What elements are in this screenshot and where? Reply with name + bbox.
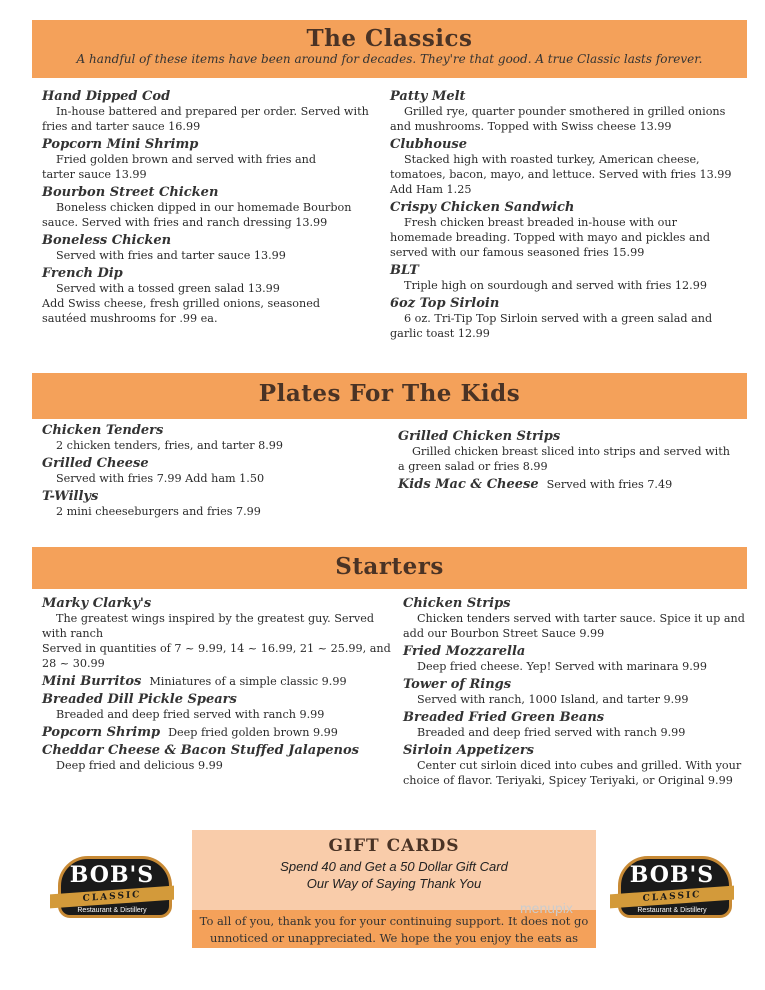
menu-item-name: Kids Mac & Cheese <box>398 477 539 492</box>
menu-item-description: Deep fried cheese. Yep! Served with marinara 9.99 <box>417 660 708 673</box>
menu-item <box>42 596 392 671</box>
kids-title: Plates For The Kids <box>258 380 521 407</box>
bobs-classic-logo-right <box>612 852 732 924</box>
menu-item-description: homemade breading. Topped with mayo and pickles and <box>390 231 711 244</box>
menu-item-description: Served with fries 7.99 Add ham 1.50 <box>56 472 265 485</box>
menu-item-description: choice of flavor. Teriyaki, Spicey Teriyaki, or Original 9.99 <box>403 774 733 787</box>
menu-item-description: a green salad or fries 8.99 <box>398 460 548 473</box>
menu-item-description: In-house battered and prepared per order. Served with <box>56 105 369 118</box>
menu-item <box>403 644 748 674</box>
starters-right-column <box>403 596 748 791</box>
menu-item-description: and mushrooms. Topped with Swiss cheese 13.99 <box>390 120 672 133</box>
menu-item <box>403 743 748 788</box>
menu-item-description: Breaded and deep fried served with ranch 9.99 <box>56 708 325 721</box>
starters-title: Starters <box>335 553 444 580</box>
menu-item-description: tomatoes, bacon, mayo, and lettuce. Served with fries 13.99 <box>390 168 732 181</box>
menu-item-name: Hand Dipped Cod <box>42 89 171 104</box>
menu-item-name: T-Willys <box>42 489 99 504</box>
classics-header <box>32 20 747 78</box>
logo-subtitle: Restaurant & Distillery <box>637 907 707 914</box>
menu-item-name: Grilled Cheese <box>42 456 149 471</box>
menu-item-description: fries and tarter sauce 16.99 <box>42 120 201 133</box>
menu-item <box>42 674 392 689</box>
kids-header <box>32 373 747 419</box>
menu-item-description: 28 ~ 30.99 <box>42 657 105 670</box>
menu-item-name: Patty Melt <box>390 89 466 104</box>
menu-item-description: Grilled chicken breast sliced into strips and served with <box>412 445 730 458</box>
logo-subtitle: Restaurant & Distillery <box>77 907 147 914</box>
logo-name: BOB'S <box>629 862 715 888</box>
menu-item-description: Served with ranch, 1000 Island, and tarter 9.99 <box>417 693 689 706</box>
menu-item-description: Stacked high with roasted turkey, American cheese, <box>404 153 700 166</box>
starters-left-column <box>42 596 392 776</box>
menu-item-name: Chicken Strips <box>403 596 511 611</box>
menu-item-description: with ranch <box>42 627 104 640</box>
menu-item-description: 2 chicken tenders, fries, and tarter 8.99 <box>56 439 284 452</box>
thank-you-line-2: unnoticed or unappreciated. We hope the you enjoy the eats as <box>210 931 578 945</box>
menu-item <box>42 692 392 722</box>
menu-item-description: sauce. Served with fries and ranch dressing 13.99 <box>42 216 328 229</box>
menu-item <box>42 185 382 230</box>
menu-item <box>42 725 392 740</box>
menu-item-name: Boneless Chicken <box>42 233 172 248</box>
bobs-classic-logo-left <box>52 852 172 924</box>
menu-item-description: Add Swiss cheese, fresh grilled onions, seasoned <box>42 297 321 310</box>
menu-item-description: Add Ham 1.25 <box>390 183 472 196</box>
menu-item-description: 6 oz. Tri-Tip Top Sirloin served with a green salad and <box>404 312 713 325</box>
menu-item-description: Fresh chicken breast breaded in-house with our <box>404 216 677 229</box>
menu-item-name: Mini Burritos <box>42 674 142 689</box>
menu-item <box>390 137 740 197</box>
menu-item-description: garlic toast 12.99 <box>390 327 490 340</box>
menu-item-name: Bourbon Street Chicken <box>42 185 219 200</box>
starters-header <box>32 547 747 589</box>
menu-item <box>42 489 382 519</box>
menu-item-description: Served in quantities of 7 ~ 9.99, 14 ~ 16.99, 21 ~ 25.99, and <box>42 642 391 655</box>
menu-item <box>403 710 748 740</box>
menu-item <box>42 89 382 134</box>
menu-item <box>42 266 382 326</box>
menu-item-description: Grilled rye, quarter pounder smothered in grilled onions <box>404 105 726 118</box>
menu-item-description: Served with fries and tarter sauce 13.99 <box>56 249 286 262</box>
menu-item-name: Breaded Fried Green Beans <box>403 710 605 725</box>
kids-left-column <box>42 423 382 522</box>
menu-item <box>398 477 743 492</box>
menu-item <box>42 423 382 453</box>
classics-right-column <box>390 89 740 344</box>
classics-subtitle: A handful of these items have been around for decades. They're that good. A true Classic lasts forever. <box>76 52 703 66</box>
logo-name: BOB'S <box>69 862 155 888</box>
menu-item-description: Fried golden brown and served with fries and <box>56 153 317 166</box>
menu-item-description: Breaded and deep fried served with ranch 9.99 <box>417 726 686 739</box>
logo-ribbon: CLASSIC <box>50 886 174 909</box>
menu-item-name: 6oz Top Sirloin <box>390 296 500 311</box>
gift-card-box <box>192 830 596 948</box>
menu-item-name: BLT <box>390 263 419 278</box>
watermark: menupix <box>520 900 573 916</box>
menu-item-name: Clubhouse <box>390 137 467 152</box>
classics-title: The Classics <box>306 25 473 52</box>
menu-item-description: add our Bourbon Street Sauce 9.99 <box>403 627 605 640</box>
menu-item <box>42 137 382 182</box>
menu-item-name: French Dip <box>42 266 123 281</box>
menu-item-description: Deep fried and delicious 9.99 <box>56 759 223 772</box>
menu-item-description: Center cut sirloin diced into cubes and grilled. With your <box>417 759 742 772</box>
menu-item <box>390 263 740 293</box>
menu-item-description: tarter sauce 13.99 <box>42 168 147 181</box>
menu-item-name: Grilled Chicken Strips <box>398 429 561 444</box>
menu-item-name: Cheddar Cheese & Bacon Stuffed Jalapenos <box>42 743 359 758</box>
menu-item <box>390 89 740 134</box>
menu-item-description: Boneless chicken dipped in our homemade Bourbon <box>56 201 352 214</box>
classics-left-column <box>42 89 382 329</box>
menu-item-name: Tower of Rings <box>403 677 512 692</box>
kids-right-column <box>398 429 743 495</box>
menu-item-description: sautéed mushrooms for .99 ea. <box>42 312 218 325</box>
menu-item-description: 2 mini cheeseburgers and fries 7.99 <box>56 505 261 518</box>
menu-item <box>42 233 382 263</box>
menu-item-description: served with our famous seasoned fries 15.99 <box>390 246 645 259</box>
menu-item-description: Chicken tenders served with tarter sauce. Spice it up and <box>417 612 745 625</box>
logo-ribbon: CLASSIC <box>610 886 734 909</box>
menu-item-description: The greatest wings inspired by the greatest guy. Served <box>56 612 374 625</box>
menu-item-name: Fried Mozzarella <box>403 644 526 659</box>
menu-item-description: Triple high on sourdough and served with fries 12.99 <box>404 279 707 292</box>
gift-card-tagline: Our Way of Saying Thank You <box>306 876 482 891</box>
menu-item <box>403 596 748 641</box>
menu-item-name: Breaded Dill Pickle Spears <box>42 692 237 707</box>
menu-item-name: Popcorn Shrimp <box>42 725 161 740</box>
menu-item-description: Served with fries 7.49 <box>546 478 673 491</box>
gift-card-offer: Spend 40 and Get a 50 Dollar Gift Card <box>280 859 508 874</box>
menu-item-name: Marky Clarky's <box>42 596 152 611</box>
menu-item-name: Chicken Tenders <box>42 423 164 438</box>
menu-item <box>42 456 382 486</box>
menu-item-name: Sirloin Appetizers <box>403 743 535 758</box>
menu-item <box>398 429 743 474</box>
menu-item-name: Crispy Chicken Sandwich <box>390 200 575 215</box>
menu-item-description: Miniatures of a simple classic 9.99 <box>149 675 347 688</box>
gift-card-title: GIFT CARDS <box>328 836 460 856</box>
menu-item <box>42 743 392 773</box>
menu-item <box>390 296 740 341</box>
thank-you-line-1: To all of you, thank you for your continuing support. It does not go <box>199 914 589 928</box>
menu-item-name: Popcorn Mini Shrimp <box>42 137 199 152</box>
menu-item <box>403 677 748 707</box>
menu-item <box>390 200 740 260</box>
menu-item-description: Served with a tossed green salad 13.99 <box>56 282 280 295</box>
menu-item-description: Deep fried golden brown 9.99 <box>168 726 338 739</box>
